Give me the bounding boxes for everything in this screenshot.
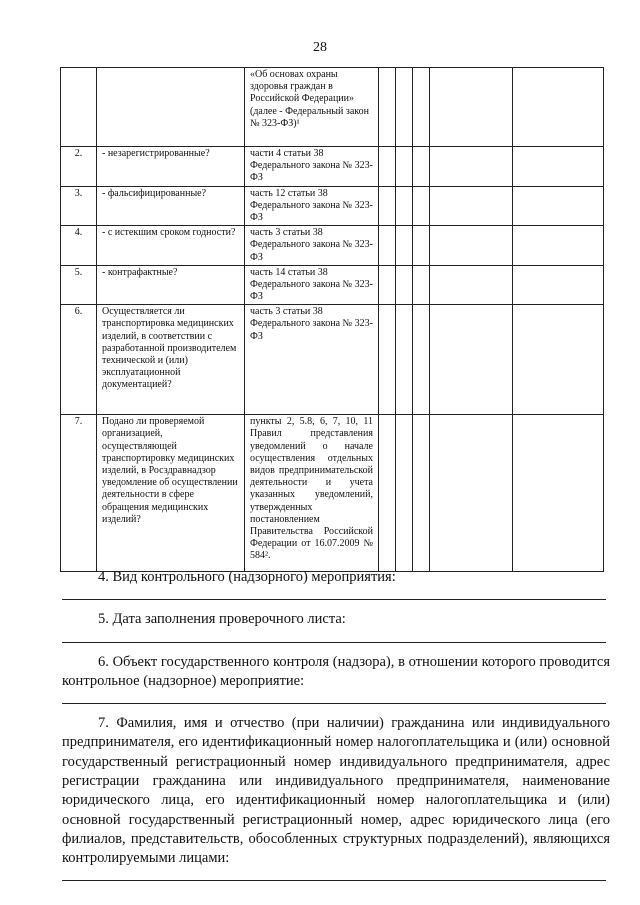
comment-cell[interactable]	[513, 68, 604, 147]
note-cell[interactable]	[430, 68, 513, 147]
row-legal-basis: «Об основах охраны здоровья граждан в Российской Федерации» (далее - Федеральный закон № 323-ФЗ)¹	[245, 68, 379, 147]
section-7-label: 7. Фамилия, имя и отчество (при наличии) гражданина или индивидуального предпринимателя, его идентификационный номер налогоплательщика и (или) основной государственный регистрационный номер индивидуального предпринимателя, адрес регистрации гражданина или индивидуального предпринимателя, наименование юридического лица, его идентификационный номер налогоплательщика и (или) основной государственный регистрационный номер, адрес юридического лица (его филиалов, представительств, обособленных структурных подразделений), являющихся контролируемыми лицами:	[62, 715, 610, 867]
note-cell[interactable]	[430, 147, 513, 187]
answer-na-cell[interactable]	[413, 415, 430, 572]
answer-na-cell[interactable]	[413, 265, 430, 305]
table-row	[61, 265, 604, 305]
row-question: - незарегистрированные?	[97, 147, 245, 187]
row-number: 5.	[61, 265, 97, 305]
section-6-fill-line[interactable]	[62, 691, 606, 704]
answer-no-cell[interactable]	[396, 305, 413, 415]
section-4-label: 4. Вид контрольного (надзорного) мероприятия:	[98, 569, 396, 585]
section-6-label: 6. Объект государственного контроля (надзора), в отношении которого проводится контрольное (надзорное) мероприятие:	[62, 653, 610, 689]
answer-yes-cell[interactable]	[379, 68, 396, 147]
answer-yes-cell[interactable]	[379, 147, 396, 187]
row-number: 3.	[61, 186, 97, 226]
answer-yes-cell[interactable]	[379, 415, 396, 572]
row-legal-basis: пункты 2, 5.8, 6, 7, 10, 11 Правил представления уведомлений о начале осуществления отдельных видов предпринимательской деятельности и учета указанных уведомлений, утвержденных постановлением Правительства Российской Федерации от 16.07.2009 № 584².	[245, 415, 379, 572]
row-legal-basis: часть 12 статьи 38 Федерального закона № 323-ФЗ	[245, 186, 379, 226]
row-number: 2.	[61, 147, 97, 187]
section-7-fill-line[interactable]	[62, 868, 606, 881]
comment-cell[interactable]	[513, 186, 604, 226]
row-question: - контрафактные?	[97, 265, 245, 305]
answer-na-cell[interactable]	[413, 305, 430, 415]
table-row	[61, 226, 604, 266]
note-cell[interactable]	[430, 305, 513, 415]
note-cell[interactable]	[430, 265, 513, 305]
comment-cell[interactable]	[513, 226, 604, 266]
row-number	[61, 68, 97, 147]
answer-yes-cell[interactable]	[379, 265, 396, 305]
page-number: 28	[313, 40, 327, 55]
table-row	[61, 305, 604, 415]
row-question: - с истекшим сроком годности?	[97, 226, 245, 266]
comment-cell[interactable]	[513, 265, 604, 305]
row-number: 7.	[61, 415, 97, 572]
table-row	[61, 186, 604, 226]
note-cell[interactable]	[430, 186, 513, 226]
answer-no-cell[interactable]	[396, 147, 413, 187]
comment-cell[interactable]	[513, 305, 604, 415]
table-row	[61, 147, 604, 187]
answer-na-cell[interactable]	[413, 186, 430, 226]
row-question: Подано ли проверяемой организацией, осуществляющей транспортировку медицинских изделий, в Росздравнадзор уведомление об осуществлении деятельности в сфере обращения медицинских изделий?	[97, 415, 245, 572]
answer-no-cell[interactable]	[396, 415, 413, 572]
answer-no-cell[interactable]	[396, 186, 413, 226]
comment-cell[interactable]	[513, 415, 604, 572]
row-question: - фальсифицированные?	[97, 186, 245, 226]
table-row	[61, 415, 604, 572]
note-cell[interactable]	[430, 226, 513, 266]
comment-cell[interactable]	[513, 147, 604, 187]
answer-na-cell[interactable]	[413, 68, 430, 147]
section-5-fill-line[interactable]	[62, 630, 606, 643]
row-legal-basis: часть 3 статьи 38 Федерального закона № 323-ФЗ	[245, 305, 379, 415]
answer-yes-cell[interactable]	[379, 305, 396, 415]
note-cell[interactable]	[430, 415, 513, 572]
answer-no-cell[interactable]	[396, 226, 413, 266]
answer-no-cell[interactable]	[396, 265, 413, 305]
row-legal-basis: часть 14 статьи 38 Федерального закона № 323-ФЗ	[245, 265, 379, 305]
table-row	[61, 68, 604, 147]
section-4-fill-line[interactable]	[62, 587, 606, 600]
row-question	[97, 68, 245, 147]
row-number: 6.	[61, 305, 97, 415]
answer-yes-cell[interactable]	[379, 186, 396, 226]
checklist-table	[60, 67, 604, 572]
answer-no-cell[interactable]	[396, 68, 413, 147]
row-question: Осуществляется ли транспортировка медицинских изделий, в соответствии с разработанной производителем технической и (или) эксплуатационной документацией?	[97, 305, 245, 415]
form-sections	[62, 568, 610, 881]
answer-yes-cell[interactable]	[379, 226, 396, 266]
row-legal-basis: части 4 статьи 38 Федерального закона № 323-ФЗ	[245, 147, 379, 187]
row-legal-basis: часть 3 статьи 38 Федерального закона № 323-ФЗ	[245, 226, 379, 266]
row-number: 4.	[61, 226, 97, 266]
answer-na-cell[interactable]	[413, 226, 430, 266]
section-5-label: 5. Дата заполнения проверочного листа:	[98, 611, 346, 628]
answer-na-cell[interactable]	[413, 147, 430, 187]
